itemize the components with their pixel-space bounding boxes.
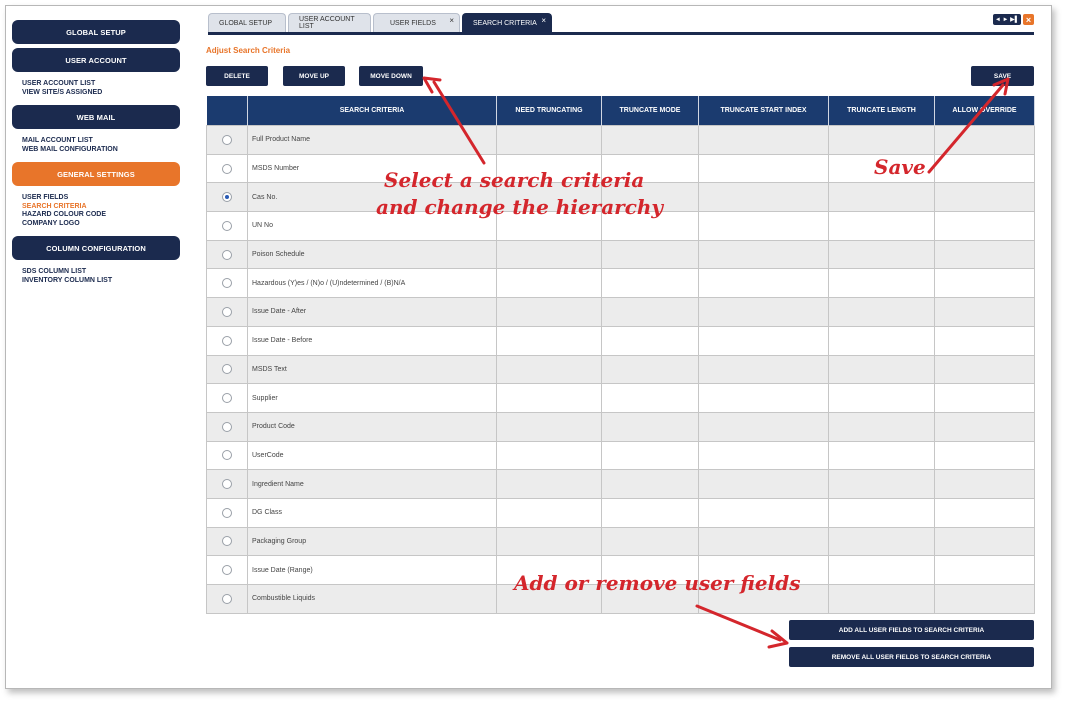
search-criteria-name: Product Code (248, 412, 497, 441)
page-subtitle: Adjust Search Criteria (206, 46, 291, 55)
annotation-select-line2: and change the hierarchy (376, 195, 664, 219)
search-criteria-name: Packaging Group (248, 527, 497, 556)
search-criteria-name: Hazardous (Y)es / (N)o / (U)ndetermined / (B)N/A (248, 269, 497, 298)
sidebar-section-column-configuration[interactable]: COLUMN CONFIGURATION (12, 236, 180, 260)
arrow-to-save-button (929, 85, 1003, 172)
search-criteria-name: Issue Date (Range) (248, 556, 497, 585)
sidebar-link-company-logo[interactable]: COMPANY LOGO (22, 219, 80, 227)
search-criteria-name: Ingredient Name (248, 470, 497, 499)
annotation-select-line1: Select a search criteria (384, 168, 645, 192)
annotation-add-remove: Add or remove user fields (514, 571, 801, 595)
remove-all-user-fields-button[interactable]: REMOVE ALL USER FIELDS TO SEARCH CRITERIA (789, 647, 1034, 667)
tab-label: USER ACCOUNT LIST (299, 16, 355, 30)
search-criteria-name: MSDS Number (248, 154, 497, 183)
sidebar-link-search-criteria[interactable]: SEARCH CRITERIA (22, 202, 87, 210)
sidebar-link-inventory-column-list[interactable]: INVENTORY COLUMN LIST (22, 276, 113, 284)
close-window-icon[interactable]: × (1023, 14, 1034, 25)
column-header-need-truncating: NEED TRUNCATING (497, 96, 602, 126)
move-down-button[interactable]: MOVE DOWN (359, 66, 423, 86)
search-criteria-name: Cas No. (248, 183, 497, 212)
search-criteria-name: Poison Schedule (248, 240, 497, 269)
search-criteria-name: UN No (248, 212, 497, 241)
tab-label: SEARCH CRITERIA (473, 19, 537, 27)
sidebar-section-web-mail[interactable]: WEB MAIL (12, 105, 180, 129)
search-criteria-name: Full Product Name (248, 126, 497, 155)
annotation-save: Save (874, 155, 926, 179)
search-criteria-name: UserCode (248, 441, 497, 470)
sidebar-link-view-sites-assigned[interactable]: VIEW SITE/S ASSIGNED (22, 88, 103, 96)
sidebar-link-mail-account-list[interactable]: MAIL ACCOUNT LIST (22, 137, 93, 144)
close-icon[interactable]: × (541, 16, 546, 25)
sidebar-link-web-mail-configuration[interactable]: WEB MAIL CONFIGURATION (22, 145, 118, 153)
column-header-search-criteria: SEARCH CRITERIA (248, 96, 497, 126)
navigation-arrows-icon[interactable]: ◄ ► ▶▌ (993, 14, 1021, 25)
search-criteria-name: DG Class (248, 498, 497, 527)
search-criteria-name: MSDS Text (248, 355, 497, 384)
search-criteria-name: Combustible Liquids (248, 585, 497, 614)
move-up-button[interactable]: MOVE UP (283, 66, 345, 86)
sidebar-section-general-settings[interactable]: GENERAL SETTINGS (12, 162, 180, 186)
tab-label: USER FIELDS (390, 19, 436, 27)
column-header-truncate-mode: TRUNCATE MODE (602, 96, 699, 126)
close-icon[interactable]: × (449, 16, 454, 25)
save-button[interactable]: SAVE (971, 66, 1034, 86)
column-header-allow-override: ALLOW OVERRIDE (935, 96, 1035, 126)
sidebar-section-global-setup[interactable]: GLOBAL SETUP (12, 20, 180, 44)
sidebar-link-user-account-list[interactable]: USER ACCOUNT LIST (22, 80, 96, 87)
tab-label: GLOBAL SETUP (219, 19, 273, 27)
column-header-truncate-start-index: TRUNCATE START INDEX (699, 96, 829, 126)
arrow-to-move-down-button (434, 82, 484, 163)
sidebar-link-hazard-colour-code[interactable]: HAZARD COLOUR CODE (22, 211, 106, 218)
add-all-user-fields-button[interactable]: ADD ALL USER FIELDS TO SEARCH CRITERIA (789, 620, 1034, 640)
sidebar-section-user-account[interactable]: USER ACCOUNT (12, 48, 180, 72)
search-criteria-name: Issue Date - After (248, 298, 497, 327)
search-criteria-name: Supplier (248, 384, 497, 413)
sidebar-link-user-fields[interactable]: USER FIELDS (22, 194, 69, 201)
sidebar-link-sds-column-list[interactable]: SDS COLUMN LIST (22, 268, 87, 275)
search-criteria-name: Issue Date - Before (248, 326, 497, 355)
delete-button[interactable]: DELETE (206, 66, 268, 86)
arrow-to-bottom-buttons (697, 606, 780, 640)
column-header-truncate-length: TRUNCATE LENGTH (829, 96, 935, 126)
